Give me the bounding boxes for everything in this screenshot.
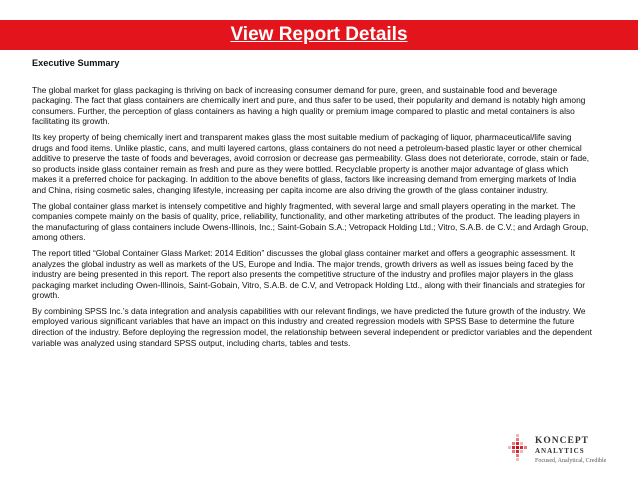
section-title: Executive Summary: [32, 58, 120, 68]
report-header-bar[interactable]: [0, 20, 638, 50]
koncept-logo-mark-icon: [507, 433, 529, 465]
logo-subtitle: ANALYTICS: [535, 447, 585, 455]
koncept-analytics-logo: [507, 433, 635, 473]
view-report-details-link[interactable]: View Report Details: [230, 24, 408, 45]
summary-paragraph-2: Its key property of being chemically inert and transparent makes glass the most suitable medium of packaging of liquor, pharmaceutical/life saving drugs and food items. Unlike plastic, cans, and multi layered cartons, glass containers do not need a petroleum-based plastic layer or other chemical additive to preserve the taste of foods and beverages, avoid corrosion or decrease gas permeability. Glass does not deteriorate, corrode, stain or fade, so products inside glass container remain as fresh and pure as they were bottled. Recyclable property is another major advantage of glass which makes it a preferred choice for packaging. In addition to the above benefits of glass, factors like increasing demand from emerging markets of India and China, rising cosmetic sales, changing lifestyle, increasing per capita income are also driving the growth of the glass container industry.: [32, 131, 590, 195]
summary-paragraph-4: The report titled “Global Container Glass Market: 2014 Edition” discusses the global glass container market and offers a geographic assessment. It analyzes the global industry as well as markets of the US, Europe and India. The major trends, growth drivers as well as issues being faced by the industry are being presented in this report. The report also presents the competitive structure of the industry and profiles major players in the glass packaging market including Owen-Illinois, Saint-Gobain, Vitro, S.A.B. de C.V, and Vetropack Holding Ltd., along with their financials and strategies for growth.: [32, 247, 586, 301]
executive-summary: [32, 58, 592, 353]
logo-name: KONCEPT: [535, 436, 589, 446]
summary-paragraph-3: The global container glass market is intensely competitive and highly fragmented, with several large and small players operating in the market. The companies compete mainly on the basis of quality, price, reliability, functionality, and other marketing attributes of the product. The leading players in the manufacturing of glass containers include Owens-Illinois, Inc.; Saint-Gobain S.A.; Vetropack Holding Ltd.; Vitro, S.A.B. de C.V.; and Ardagh Group, among others.: [32, 200, 589, 243]
summary-paragraph-5: By combining SPSS Inc.’s data integration and analysis capabilities with our relevant findings, we have predicted the future growth of the industry. We employed various significant variables that have an impact on this industry and created regression models with SPSS Base to determine the future direction of the industry. Before deploying the regression model, the relationship between several independent or predictor variables and the dependent variable was analyzed using standard SPSS output, including charts, tables and tests.: [32, 305, 592, 348]
summary-paragraph-1: The global market for glass packaging is thriving on back of increasing consumer demand for pure, green, and sustainable food and beverage packaging. The fact that glass containers are chemically inert and pure, and thus safer to be used, their popularity and demand is notably high among consumers. Further, the perception of glass containers as having a high quality or premium image compared to plastic and metal containers is also facilitating its growth.: [32, 84, 586, 127]
logo-tagline: Focused, Analytical, Credible: [535, 458, 607, 464]
